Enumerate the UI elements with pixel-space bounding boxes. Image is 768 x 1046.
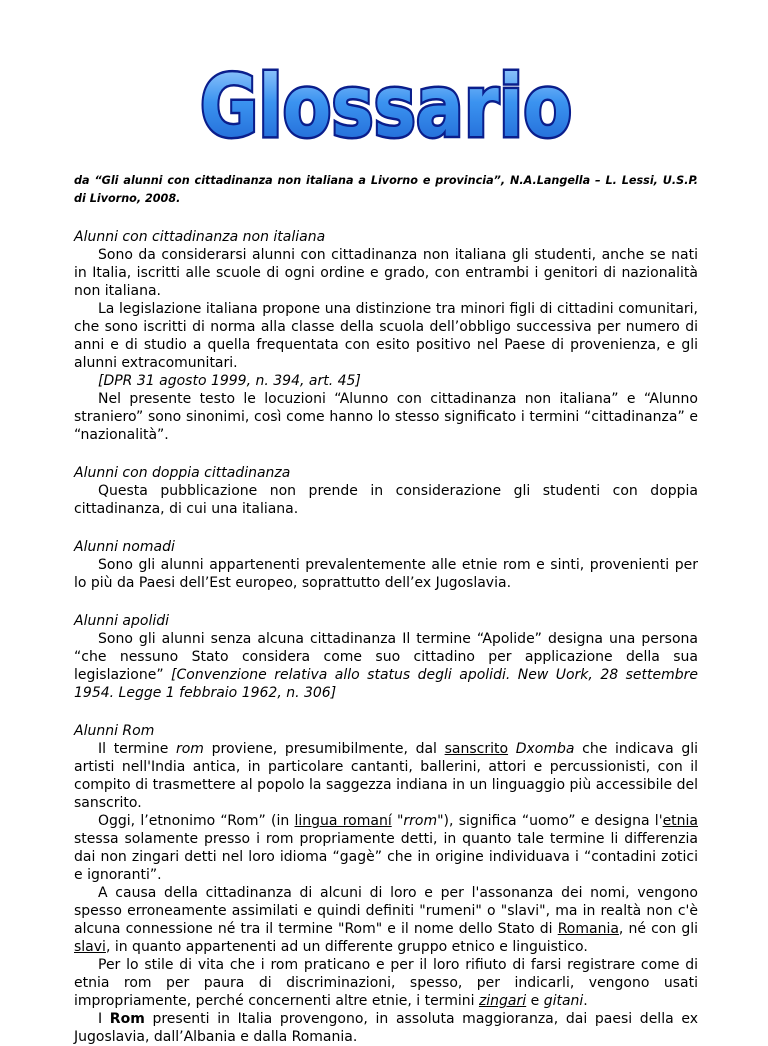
section-title: Alunni nomadi <box>74 539 175 555</box>
paragraph <box>74 956 698 1010</box>
section-alunni-apolidi <box>74 612 698 702</box>
link-sanscrito[interactable]: sanscrito <box>444 741 509 757</box>
paragraph: Sono gli alunni appartenenti prevalentemente alle etnie rom e sinti, provenienti per lo più da Paesi dell’Est europeo, soprattutto dell’ex Jugoslavia. <box>74 557 698 591</box>
section-title: Alunni apolidi <box>74 613 170 629</box>
text-run: Rom <box>109 1011 145 1027</box>
text-run: Il termine <box>98 741 176 757</box>
section-title: Alunni con cittadinanza non italiana <box>74 229 326 245</box>
text-run: Oggi, l’etnonimo “Rom” (in <box>98 813 295 829</box>
text-run: Dxomba <box>515 741 575 757</box>
text-run: , in quanto appartenenti ad un differente gruppo etnico e linguistico. <box>105 939 588 955</box>
paragraph-text: Sono gli alunni senza alcuna cittadinanza Il termine “Apolide” designa una persona “che nessuno Stato considera come suo cittadino per applicazione della sua legislazione” <box>74 631 698 683</box>
title-banner <box>74 0 698 172</box>
section-title: Alunni con doppia cittadinanza <box>74 465 291 481</box>
legal-reference: [DPR 31 agosto 1999, n. 394, art. 45] <box>98 373 361 389</box>
text-run: . <box>583 993 588 1009</box>
document-page <box>74 0 698 1046</box>
link-romania[interactable]: Romania <box>557 921 619 937</box>
paragraph <box>74 812 698 884</box>
text-run: "), significa “uomo” e designa l' <box>437 813 663 829</box>
text-run: rrom <box>403 813 438 829</box>
paragraph: Nel presente testo le locuzioni “Alunno con cittadinanza non italiana” e “Alunno straniero” sono sinonimi, così come hanno lo stesso significato i termini “cittadinanza” e “nazionalità”. <box>74 391 698 443</box>
source-citation: da “Gli alunni con cittadinanza non italiana a Livorno e provincia”, N.A.Langella – L. Lessi, U.S.P. di Livorno, 2008. <box>74 174 698 205</box>
text-run: I <box>98 1011 110 1027</box>
paragraph: Questa pubblicazione non prende in considerazione gli studenti con doppia cittadinanza, di cui una italiana. <box>74 483 698 517</box>
paragraph <box>74 630 698 702</box>
link-zingari[interactable]: zingari <box>478 993 527 1009</box>
text-run: e <box>526 993 544 1009</box>
section-alunni-doppia-cittadinanza <box>74 464 698 518</box>
text-run: gitani <box>543 993 584 1009</box>
text-run: proviene, presumibilmente, dal <box>203 741 445 757</box>
page-title: Glossario <box>200 57 572 157</box>
link-etnia[interactable]: etnia <box>662 813 699 829</box>
link-slavi[interactable]: slavi <box>74 939 106 955</box>
text-run: presenti in Italia provengono, in assoluta maggioranza, dai paesi della ex Jugoslavia, dall’Albania e dalla Romania. <box>74 1011 698 1045</box>
text-run <box>508 741 516 757</box>
paragraph <box>74 884 698 956</box>
text-run: che indicava gli artisti nell'India antica, in particolare cantanti, ballerini, attori e percussionisti, con il compito di trasmettere al popolo la saggezza indiana in un linguaggio più accessibile del sanscrito. <box>74 741 698 811</box>
text-run: , né con gli <box>618 921 698 937</box>
legal-reference: [Convenzione relativa allo status degli apolidi. New Uork, 28 settembre 1954. Legge 1 febbraio 1962, n. 306] <box>74 667 698 701</box>
link-lingua-romani[interactable]: lingua romaní <box>294 813 392 829</box>
paragraph <box>74 1010 698 1046</box>
text-run: stessa solamente presso i rom propriamente detti, in quanto tale termine li differenzia dai non zingari detti nel loro idioma “gagè” che in origine individuava i “contadini zotici e ignoranti”. <box>74 831 698 883</box>
section-alunni-cittadinanza-non-italiana <box>74 228 698 444</box>
title-wordart <box>186 54 586 157</box>
text-run: A causa della cittadinanza di alcuni di loro e per l'assonanza dei nomi, vengono spesso erroneamente assimilati e quindi definiti "rumeni" o "slavi", ma in realtà non c'è alcuna connessione né tra il termine "Rom" e il nome dello Stato di <box>74 885 698 937</box>
text-run: " <box>391 813 404 829</box>
paragraph: Sono da considerarsi alunni con cittadinanza non italiana gli studenti, anche se nati in Italia, iscritti alle scuole di ogni ordine e grado, con entrambi i genitori di nazionalità non italiana. <box>74 247 698 299</box>
paragraph <box>74 740 698 812</box>
section-alunni-nomadi <box>74 538 698 592</box>
paragraph: La legislazione italiana propone una distinzione tra minori figli di cittadini comunitari, che sono iscritti di norma alla classe della scuola dell’obbligo successiva per numero di anni e di studio a quella frequentata con esito positivo nel Paese di provenienza, e gli alunni extracomunitari. <box>74 301 698 371</box>
text-run: Per lo stile di vita che i rom praticano e per il loro rifiuto di farsi registrare come di etnia rom per paura di discriminazioni, spesso, per indicarli, vengono usati impropriamente, perché concernenti altre etnie, i termini <box>74 957 698 1009</box>
section-alunni-rom <box>74 722 698 1046</box>
section-title: Alunni Rom <box>74 723 155 739</box>
text-run: rom <box>175 741 204 757</box>
